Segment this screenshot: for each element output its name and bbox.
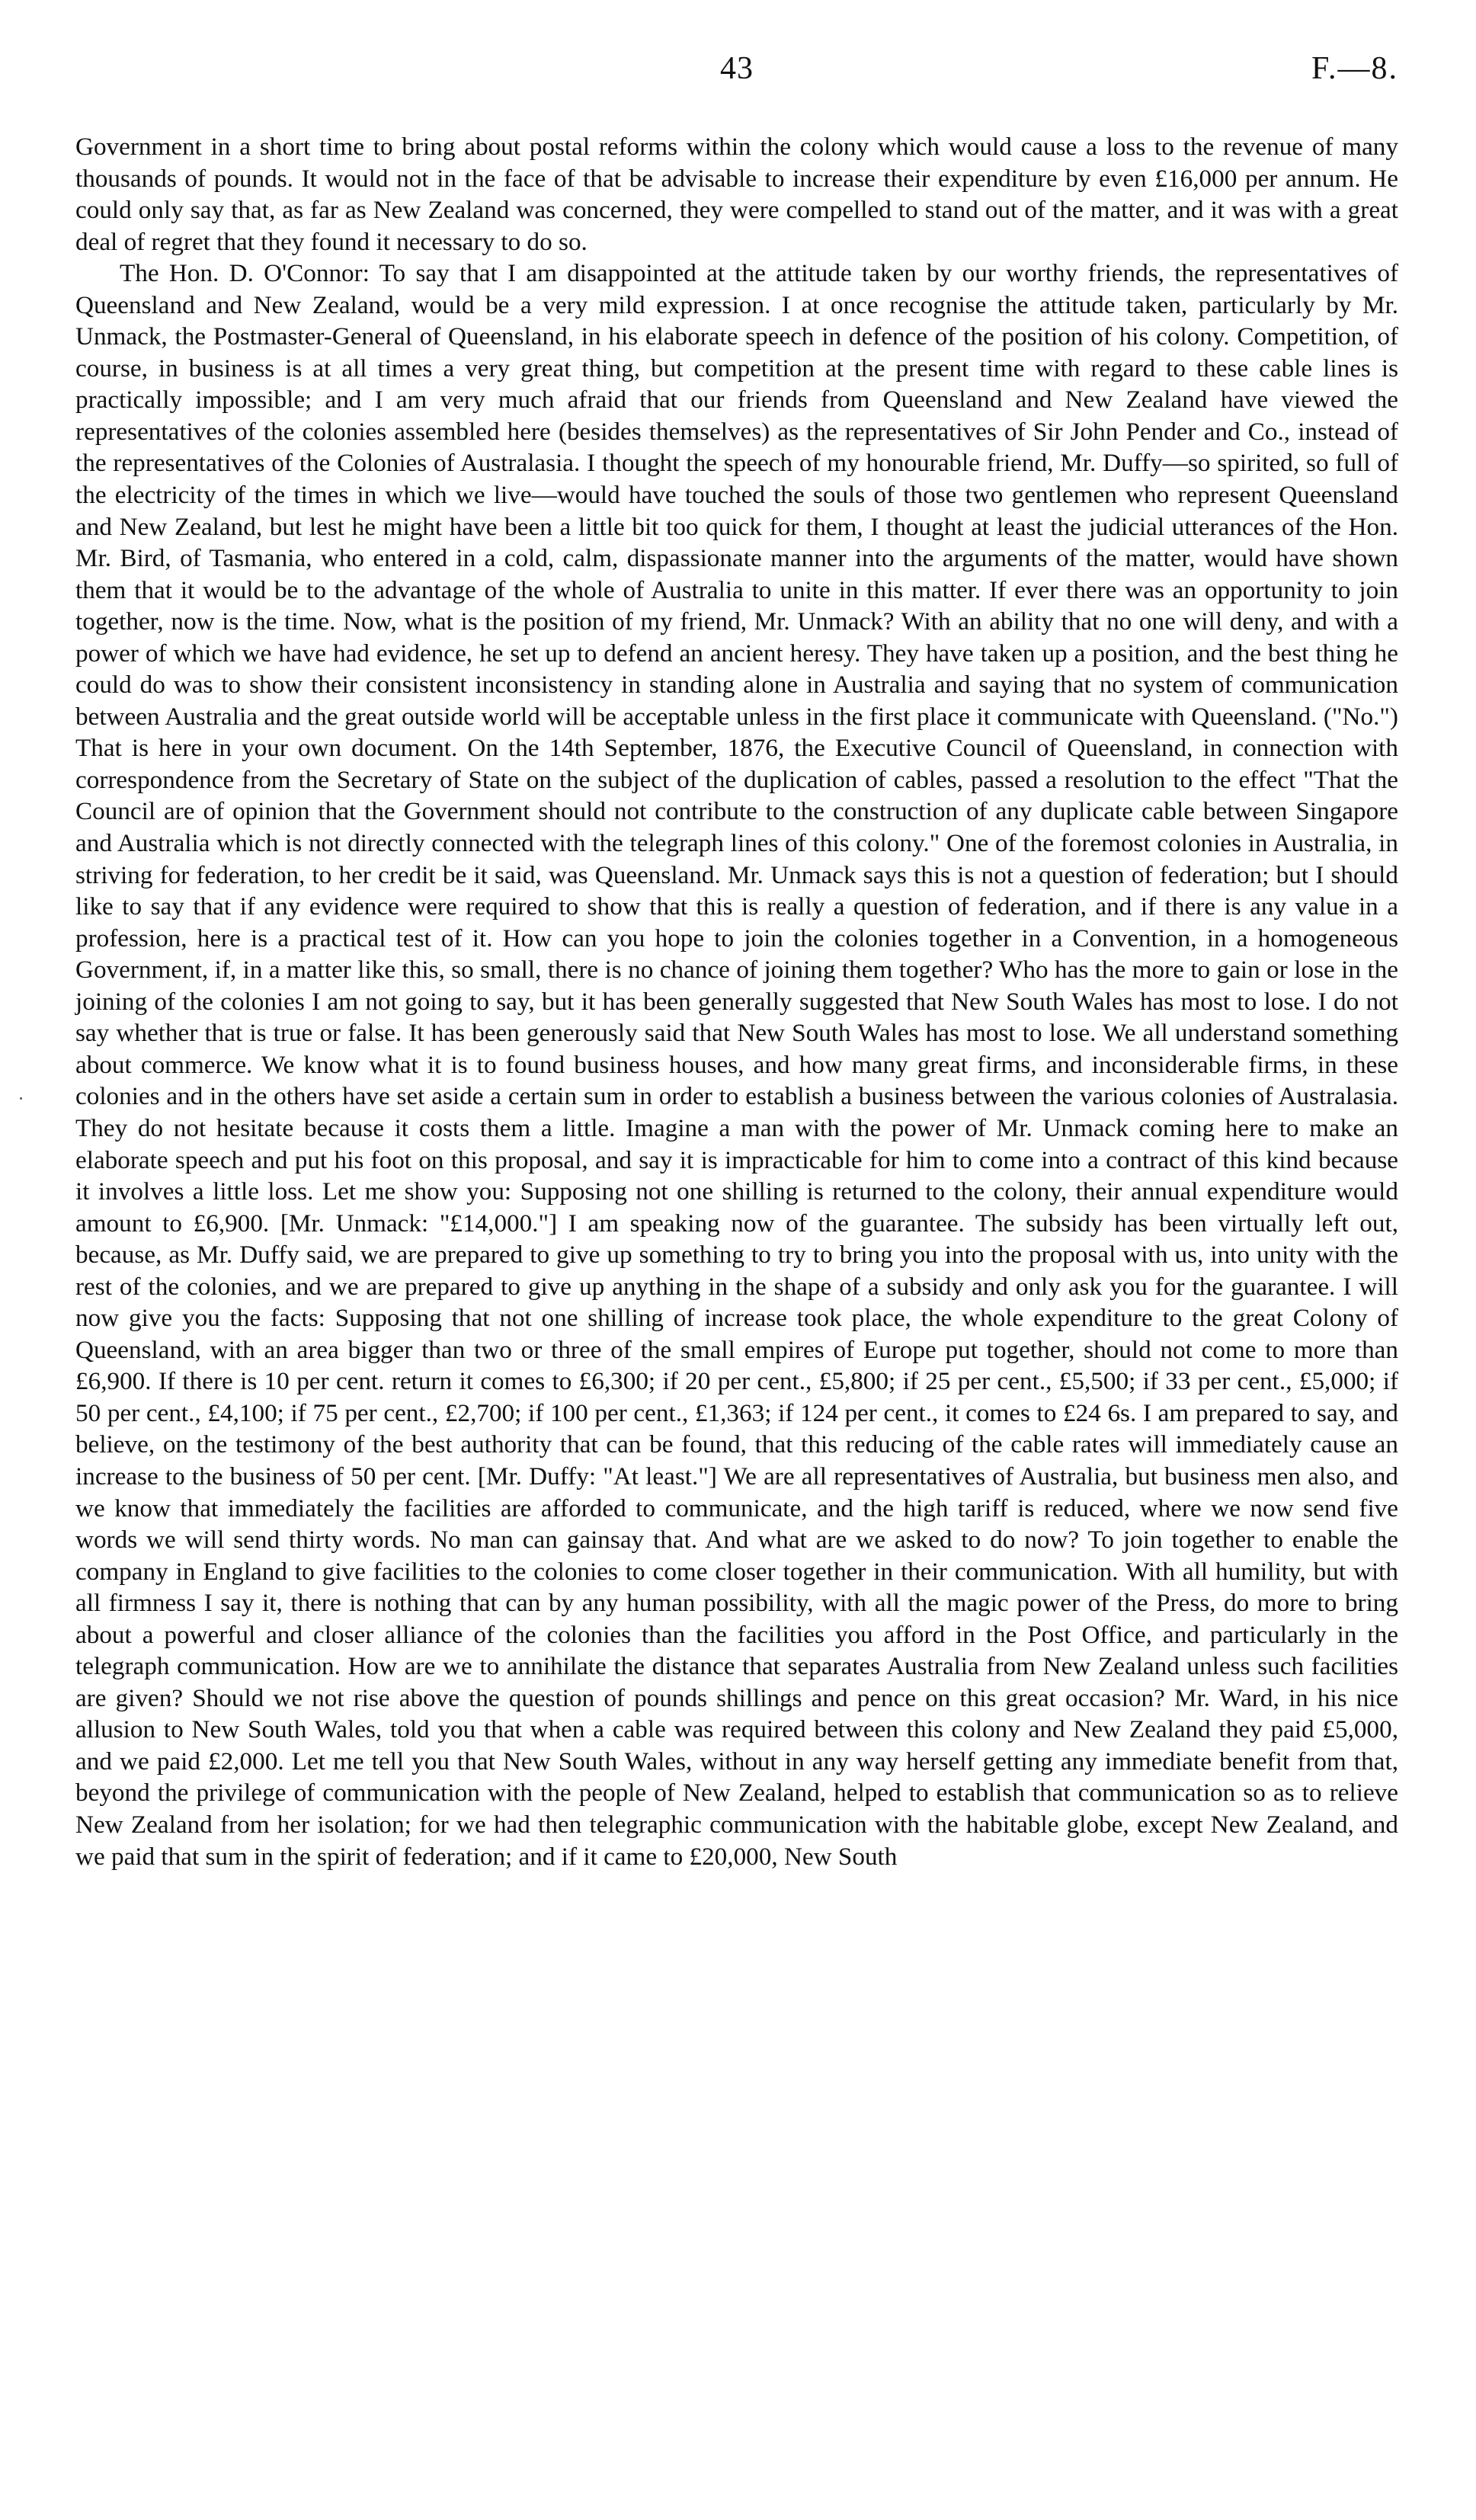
paragraph-continuation: Government in a short time to bring about postal reforms within the colony which would cause a loss to the revenue of many thousands of pounds. It would not in the face of that be advisable to increase their expenditure by even £16,000 per annum. He could only say that, as far as New Zealand was concerned, they were compelled to stand out of the matter, and it was with a great deal of regret that they found it necessary to do so. (75, 133, 1398, 256)
page-reference: F.—8. (1311, 51, 1398, 86)
page-number: 43 (720, 51, 754, 86)
margin-mark (20, 1097, 22, 1100)
body-text (75, 131, 1398, 1872)
paragraph-oconnor-speech: The Hon. D. O'Connor: To say that I am disappointed at the attitude taken by our worthy friends, the representatives of Queensland and New Zealand, would be a very mild expression. I at once recognise the attitude taken, particularly by Mr. Unmack, the Postmaster-General of Queensland, in his elaborate speech in defence of the position of his colony. Competition, of course, in business is at all times a very great thing, but competition at the present time with regard to these cable lines is practically impossible; and I am very much afraid that our friends from Queensland and New Zealand have viewed the representatives of the colonies assembled here (besides themselves) as the representatives of Sir John Pender and Co., instead of the representatives of the Colonies of Australasia. I thought the speech of my honourable friend, Mr. Duffy—so spirited, so full of the electricity of the times in which we live—would have touched the souls of those two gentlemen who represent Queensland and New Zealand, but lest he might have been a little bit too quick for them, I thought at least the judicial utterances of the Hon. Mr. Bird, of Tasmania, who entered in a cold, calm, dispassionate manner into the arguments of the matter, would have shown them that it would be to the advantage of the whole of Australia to unite in this matter. If ever there was an opportunity to join together, now is the time. Now, what is the position of my friend, Mr. Unmack? With an ability that no one will deny, and with a power of which we have had evidence, he set up to defend an ancient heresy. They have taken up a position, and the best thing he could do was to show their consistent inconsistency in standing alone in Australia and saying that no system of communication between Australia and the great outside world will be acceptable unless in the first place it communicate with Queensland. ("No.") That is here in your own document. On the 14th September, 1876, the Executive Council of Queensland, in connection with correspondence from the Secretary of State on the subject of the duplication of cables, passed a resolution to the effect "That the Council are of opinion that the Government should not contribute to the construction of any duplicate cable between Singapore and Australia which is not directly connected with the telegraph lines of this colony." One of the foremost colonies in Australia, in striving for federation, to her credit be it said, was Queensland. Mr. Unmack says this is not a question of federation; but I should like to say that if any evidence were required to show that this is really a question of federation, and if there is any value in a profession, here is a practical test of it. How can you hope to join the colonies together in a Convention, in a homogeneous Government, if, in a matter like this, so small, there is no chance of joining them together? Who has the more to gain or lose in the joining of the colonies I am not going to say, but it has been generally suggested that New South Wales has most to lose. I do not say whether that is true or false. It has been generously said that New South Wales has most to lose. We all understand something about commerce. We know what it is to found business houses, and how many great firms, and inconsiderable firms, in these colonies and in the others have set aside a certain sum in order to establish a business between the various colonies of Australasia. They do not hesitate because it costs them a little. Imagine a man with the power of Mr. Unmack coming here to make an elaborate speech and put his foot on this proposal, and say it is impracticable for him to come into a contract of this kind because it involves a little loss. Let me show you: Supposing not one shilling is returned to the colony, their annual expenditure would amount to £6,900. [Mr. Unmack: "£14,000."] I am speaking now of the guarantee. The subsidy has been virtually left out, because, as Mr. Duffy said, we are prepared to give up something to try to bring you into the proposal with us, into unity with the rest of the colonies, and we are prepared to give up anything in the shape of a subsidy and only ask you for the guarantee. I will now give you the facts: Supposing that not one shilling of increase took place, the whole expenditure to the great Colony of Queensland, with an area bigger than two or three of the small empires of Europe put together, should not come to more than £6,900. If there is 10 per cent. return it comes to £6,300; if 20 per cent., £5,800; if 25 per cent., £5,500; if 33 per cent., £5,000; if 50 per cent., £4,100; if 75 per cent., £2,700; if 100 per cent., £1,363; if 124 per cent., it comes to £24 6s. I am prepared to say, and believe, on the testimony of the best authority that can be found, that this reducing of the cable rates will immediately cause an increase to the business of 50 per cent. [Mr. Duffy: "At least."] We are all representatives of Australia, but business men also, and we know that immediately the facilities are afforded to communicate, and the high tariff is reduced, where we now send five words we will send thirty words. No man can gainsay that. And what are we asked to do now? To join together to enable the company in England to give facilities to the colonies to come closer together in their communication. With all humility, but with all firmness I say it, there is nothing that can by any human possibility, with all the magic power of the Press, do more to bring about a powerful and closer alliance of the colonies than the facilities you afford in the Post Office, and particularly in the telegraph communication. How are we to annihilate the distance that separates Australia from New Zealand unless such facilities are given? Should we not rise above the question of pounds shillings and pence on this great occasion? Mr. Ward, in his nice allusion to New South Wales, told you that when a cable was required between this colony and New Zealand they paid £5,000, and we paid £2,000. Let me tell you that New South Wales, without in any way herself getting any immediate benefit from that, beyond the privilege of communication with the people of New Zealand, helped to establish that communication so as to relieve New Zealand from her isolation; for we had then telegraphic communication with the habitable globe, except New Zealand, and we paid that sum in the spirit of federation; and if it came to £20,000, New South (75, 259, 1398, 1871)
